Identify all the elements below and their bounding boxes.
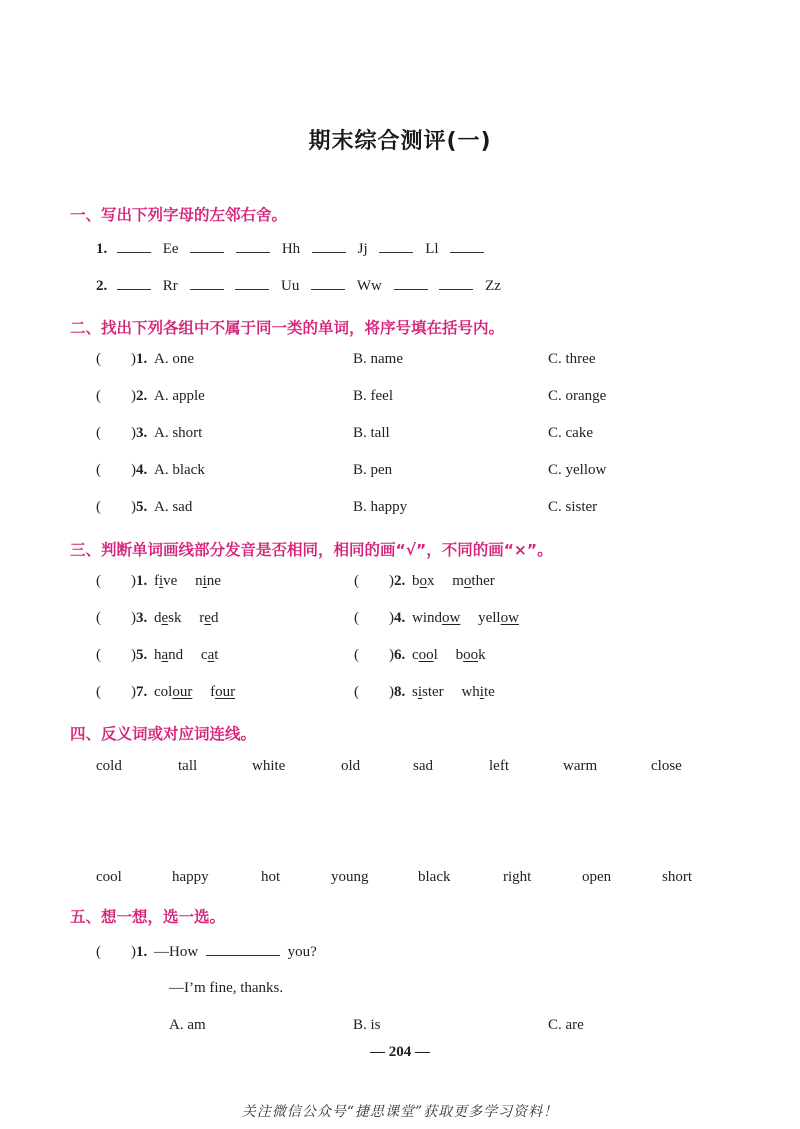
word-1: colour	[154, 684, 193, 700]
answer-bracket[interactable]: ( )	[96, 944, 136, 960]
word-2: nine	[195, 573, 221, 589]
answer-blank[interactable]	[311, 277, 345, 290]
answer-blank[interactable]	[235, 277, 269, 290]
word-1: window	[412, 610, 461, 626]
option-a: A. apple	[154, 388, 205, 404]
word-1: sister	[412, 684, 444, 700]
item-number: 1.	[136, 944, 148, 960]
option-a: A. one	[154, 351, 194, 367]
match-word[interactable]: open	[582, 869, 612, 885]
phonics-item	[96, 647, 218, 664]
phonics-item	[354, 610, 519, 627]
page-title: 期末综合测评(一)	[308, 129, 492, 154]
answer-blank[interactable]	[190, 240, 224, 253]
choice-row	[96, 462, 205, 479]
item-number: 4.	[136, 462, 148, 478]
question-text: —How	[154, 944, 199, 960]
answer-bracket[interactable]: ( )	[96, 684, 136, 700]
match-word[interactable]: young	[331, 869, 369, 885]
item-number: 1.	[136, 351, 148, 367]
letter: Jj	[357, 241, 368, 257]
section-1-heading: 一、写出下列字母的左邻右舍。	[70, 206, 288, 224]
word-2: book	[455, 647, 486, 663]
letter: Zz	[485, 278, 501, 294]
question-1	[96, 943, 317, 961]
answer-bracket[interactable]: ( )	[96, 499, 136, 515]
letter: Ww	[356, 278, 382, 294]
item-number: 5.	[136, 499, 148, 515]
word-2: cat	[200, 647, 219, 663]
word-1: desk	[154, 610, 182, 626]
word-2: white	[461, 684, 495, 700]
item-number: 2.	[394, 573, 406, 589]
choice-row	[96, 499, 192, 516]
item-number: 6.	[394, 647, 406, 663]
answer-blank[interactable]	[312, 240, 346, 253]
answer-bracket[interactable]: ( )	[96, 462, 136, 478]
item-number: 3.	[136, 610, 148, 626]
section-2-heading: 二、找出下列各组中不属于同一类的单词，将序号填在括号内。	[70, 319, 505, 337]
answer-bracket[interactable]: ( )	[96, 425, 136, 441]
match-word[interactable]: short	[662, 869, 692, 885]
word-1: five	[154, 573, 178, 589]
answer-bracket[interactable]: ( )	[96, 351, 136, 367]
match-word[interactable]: sad	[413, 758, 433, 774]
item-number: 8.	[394, 684, 406, 700]
answer-blank[interactable]	[394, 277, 428, 290]
item-number: 1.	[96, 241, 108, 257]
option-a: A. sad	[154, 499, 193, 515]
answer-blank[interactable]	[117, 240, 151, 253]
choice-row	[96, 425, 202, 442]
letter: Ll	[425, 241, 439, 257]
choice-row	[96, 388, 205, 405]
match-word[interactable]: white	[252, 758, 286, 774]
phonics-item	[354, 684, 495, 701]
word-2: yellow	[478, 610, 519, 626]
option-c: C. cake	[548, 425, 593, 441]
match-word[interactable]: close	[651, 758, 682, 774]
match-word[interactable]: cold	[96, 758, 122, 774]
option-c: C. are	[548, 1017, 584, 1033]
option-c: C. sister	[548, 499, 598, 515]
word-2: four	[210, 684, 236, 700]
answer-line: —I’m fine, thanks.	[169, 980, 284, 996]
item-number: 2.	[136, 388, 148, 404]
answer-blank[interactable]	[379, 240, 413, 253]
option-b: B. is	[353, 1017, 381, 1033]
answer-bracket[interactable]: ( )	[354, 647, 394, 663]
phonics-item	[96, 684, 235, 701]
answer-bracket[interactable]: ( )	[354, 573, 394, 589]
answer-bracket[interactable]: ( )	[96, 610, 136, 626]
word-2: red	[199, 610, 219, 626]
answer-bracket[interactable]: ( )	[96, 647, 136, 663]
option-a: A. black	[154, 462, 205, 478]
answer-bracket[interactable]: ( )	[354, 610, 394, 626]
item-number: 5.	[136, 647, 148, 663]
question-text-end: you?	[287, 944, 317, 960]
answer-bracket[interactable]: ( )	[96, 388, 136, 404]
item-number: 2.	[96, 278, 108, 294]
word-2: mother	[452, 573, 495, 589]
phonics-item	[96, 573, 221, 590]
option-b: B. feel	[353, 388, 393, 404]
match-word[interactable]: right	[503, 869, 532, 885]
footer-note: 关注微信公众号“捷思课堂”获取更多学习资料！	[241, 1104, 559, 1120]
item-number: 7.	[136, 684, 148, 700]
option-b: B. name	[353, 351, 403, 367]
option-b: B. happy	[353, 499, 408, 515]
item-number: 3.	[136, 425, 148, 441]
match-word[interactable]: left	[489, 758, 509, 774]
match-word[interactable]: cool	[96, 869, 122, 885]
option-a: A. short	[154, 425, 203, 441]
section-4-heading: 四、反义词或对应词连线。	[70, 725, 257, 743]
choice-row	[96, 351, 194, 368]
answer-bracket[interactable]: ( )	[354, 684, 394, 700]
match-word[interactable]: warm	[563, 758, 598, 774]
match-word[interactable]: happy	[172, 869, 209, 885]
match-word[interactable]: old	[341, 758, 361, 774]
option-b: B. pen	[353, 462, 393, 478]
option-c: C. three	[548, 351, 596, 367]
word-1: hand	[154, 647, 184, 663]
answer-blank[interactable]	[450, 240, 484, 253]
phonics-item	[96, 610, 218, 627]
section-5-heading: 五、想一想，选一选。	[70, 908, 226, 926]
option-a: A. am	[169, 1017, 206, 1033]
answer-bracket[interactable]: ( )	[96, 573, 136, 589]
answer-blank[interactable]	[190, 277, 224, 290]
match-word[interactable]: black	[418, 869, 451, 885]
section-3-heading: 三、判断单词画线部分发音是否相同，相同的画“√”，不同的画“×”。	[70, 541, 553, 559]
item-number: 1.	[136, 573, 148, 589]
answer-blank[interactable]	[439, 277, 473, 290]
letter: Uu	[281, 278, 300, 294]
letter-row-1	[96, 240, 484, 258]
letter: Hh	[281, 241, 301, 257]
phonics-item	[354, 647, 486, 664]
letter: Rr	[162, 278, 178, 294]
option-c: C. orange	[548, 388, 607, 404]
answer-blank[interactable]	[206, 943, 280, 956]
phonics-item	[354, 573, 495, 590]
answer-blank[interactable]	[117, 277, 151, 290]
page-number: — 204 —	[370, 1044, 430, 1060]
item-number: 4.	[394, 610, 406, 626]
letter: Ee	[162, 241, 179, 257]
answer-blank[interactable]	[236, 240, 270, 253]
match-word[interactable]: tall	[178, 758, 198, 774]
option-b: B. tall	[353, 425, 390, 441]
option-c: C. yellow	[548, 462, 607, 478]
word-1: box	[412, 573, 435, 589]
word-1: cool	[412, 647, 438, 663]
match-word[interactable]: hot	[261, 869, 281, 885]
letter-row-2	[96, 277, 501, 295]
